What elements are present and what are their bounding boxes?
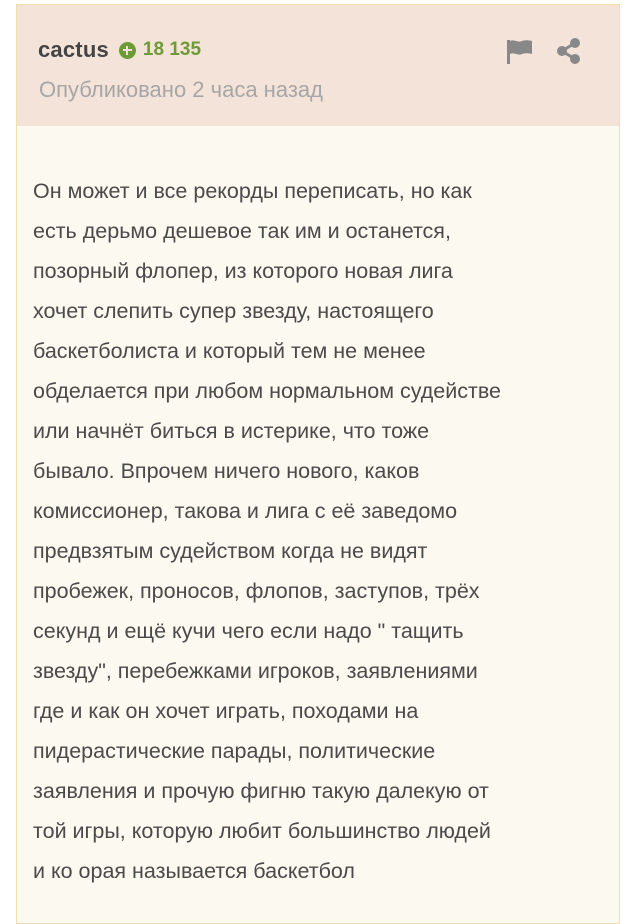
published-time: Опубликовано 2 часа назад	[39, 77, 323, 102]
flag-icon	[506, 39, 534, 65]
report-button[interactable]	[506, 39, 534, 65]
share-button[interactable]	[555, 37, 583, 65]
author-name[interactable]: cactus	[38, 37, 109, 62]
reputation-count: 18 135	[142, 39, 202, 60]
comment-header	[17, 5, 619, 126]
plus-circle-icon	[119, 42, 136, 59]
comment-card	[16, 4, 620, 924]
reputation-badge	[119, 39, 201, 61]
share-icon	[555, 37, 583, 65]
comment-body: Он может и все рекорды переписать, но как есть дерьмо дешевое так им и останется, позорный флопер, из которого новая лига хочет слепить супер звезду, настоящего баскетболиста и который тем не менее обделается при любом нормальном судействе или начнёт биться в истерике, что тоже бывало. Впрочем ничего нового, каков комиссионер, такова и лига с её заведомо предвзятым судейством когда не видят пробежек, проносов, флопов, заступов, трёх секунд и ещё кучи чего если надо " тащить звезду", перебежками игроков, заявлениями где и как он хочет играть, походами на пидерастические парады, политические заявления и прочую фигню такую далекую от той игры, которую любит большинство людей и ко орая называется баскетбол	[33, 179, 501, 883]
author-row	[38, 35, 201, 65]
